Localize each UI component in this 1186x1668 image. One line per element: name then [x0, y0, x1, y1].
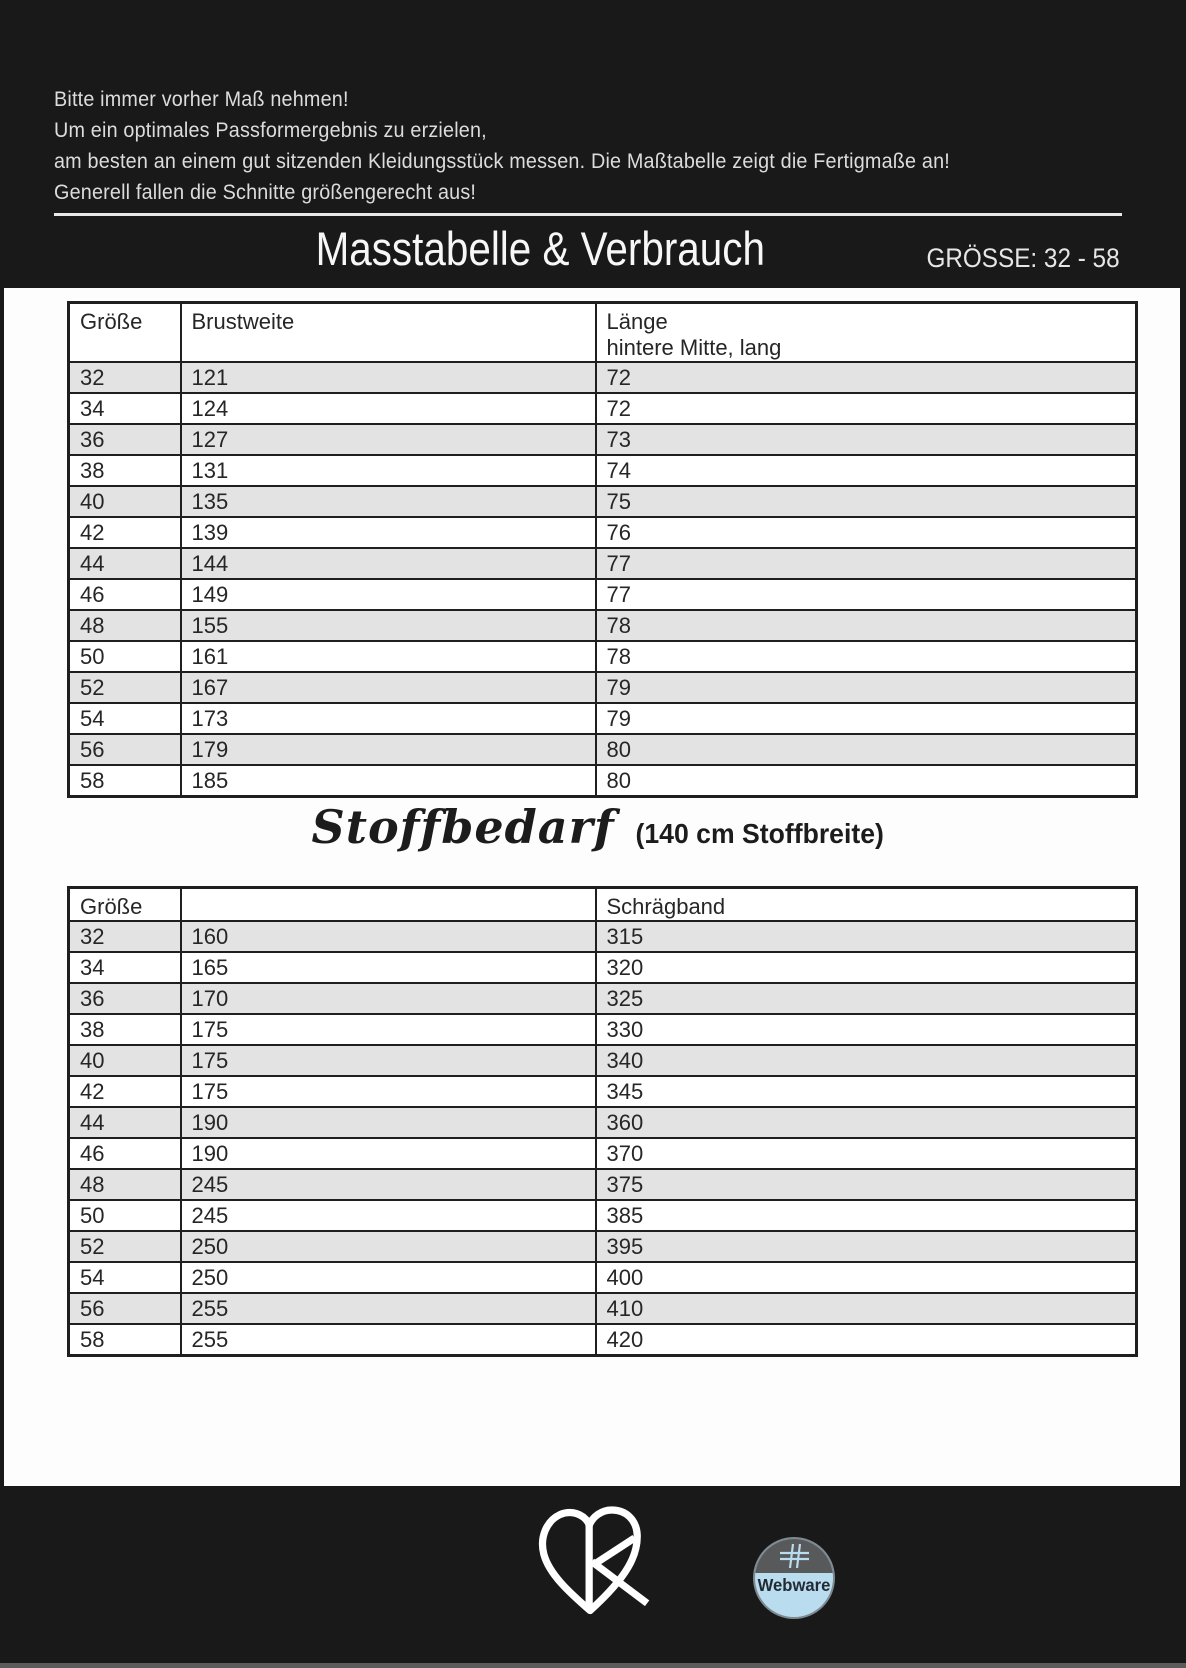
fabric-section-heading — [67, 800, 1135, 854]
table-cell: 46 — [69, 1138, 181, 1169]
table-cell: 121 — [181, 362, 596, 393]
table-row — [69, 1324, 1137, 1356]
table-cell: 345 — [596, 1076, 1137, 1107]
table-cell: 36 — [69, 424, 181, 455]
table-row — [69, 1169, 1137, 1200]
table-cell: 46 — [69, 579, 181, 610]
table-row — [69, 1200, 1137, 1231]
table-cell: 173 — [181, 703, 596, 734]
table-cell: 34 — [69, 393, 181, 424]
table-cell: 52 — [69, 1231, 181, 1262]
column-header: Größe — [69, 303, 181, 363]
intro-text — [54, 84, 1028, 208]
table-row — [69, 393, 1137, 424]
table-cell: 42 — [69, 517, 181, 548]
table-row — [69, 1231, 1137, 1262]
table-cell: 36 — [69, 983, 181, 1014]
column-header: Brustweite — [181, 303, 596, 363]
table-cell: 250 — [181, 1231, 596, 1262]
table-cell: 80 — [596, 734, 1137, 765]
table-header-row — [69, 888, 1137, 922]
table-cell: 330 — [596, 1014, 1137, 1045]
table-row — [69, 579, 1137, 610]
table-row — [69, 1262, 1137, 1293]
table-row — [69, 672, 1137, 703]
table-row — [69, 765, 1137, 797]
table-cell: 245 — [181, 1200, 596, 1231]
table-cell: 144 — [181, 548, 596, 579]
table-cell: 179 — [181, 734, 596, 765]
intro-line: Um ein optimales Passformergebnis zu erzielen, — [54, 118, 487, 142]
table-cell: 54 — [69, 1262, 181, 1293]
table-cell: 38 — [69, 1014, 181, 1045]
stoffbreite-note-text: (140 cm Stoffbreite) — [635, 818, 884, 849]
table-cell: 72 — [596, 362, 1137, 393]
table-cell: 34 — [69, 952, 181, 983]
table-cell: 250 — [181, 1262, 596, 1293]
table-cell: 131 — [181, 455, 596, 486]
webware-badge — [755, 1539, 833, 1617]
table-cell: 175 — [181, 1014, 596, 1045]
table-cell: 175 — [181, 1076, 596, 1107]
table-cell: 73 — [596, 424, 1137, 455]
table-row — [69, 486, 1137, 517]
table-cell: 75 — [596, 486, 1137, 517]
table-cell: 149 — [181, 579, 596, 610]
table-cell: 78 — [596, 641, 1137, 672]
table-cell: 375 — [596, 1169, 1137, 1200]
table-cell: 38 — [69, 455, 181, 486]
table-cell: 190 — [181, 1107, 596, 1138]
table-cell: 410 — [596, 1293, 1137, 1324]
table-row — [69, 1293, 1137, 1324]
hashtag-icon — [776, 1541, 812, 1571]
table-cell: 44 — [69, 548, 181, 579]
column-header-line: Länge — [606, 309, 668, 334]
badge-top-half — [755, 1539, 833, 1573]
column-header — [596, 303, 1137, 363]
table-cell: 155 — [181, 610, 596, 641]
table-cell: 52 — [69, 672, 181, 703]
table-cell: 165 — [181, 952, 596, 983]
size-range-text: GRÖSSE: 32 - 58 — [926, 243, 1120, 273]
intro-line: Bitte immer vorher Maß nehmen! — [54, 87, 349, 111]
column-header: Schrägband — [596, 888, 1137, 922]
table-cell: 124 — [181, 393, 596, 424]
table-row — [69, 610, 1137, 641]
table-cell: 175 — [181, 1045, 596, 1076]
table-cell: 44 — [69, 1107, 181, 1138]
table-cell: 77 — [596, 579, 1137, 610]
table-row — [69, 952, 1137, 983]
table-row — [69, 734, 1137, 765]
table-cell: 79 — [596, 672, 1137, 703]
webware-label: Webware — [757, 1575, 831, 1595]
table-cell: 320 — [596, 952, 1137, 983]
table-cell: 385 — [596, 1200, 1137, 1231]
table-row — [69, 1076, 1137, 1107]
table-cell: 340 — [596, 1045, 1137, 1076]
page-title-text: Masstabelle & Verbrauch — [315, 222, 765, 275]
table-cell: 76 — [596, 517, 1137, 548]
table-cell: 127 — [181, 424, 596, 455]
column-header: Größe — [69, 888, 181, 922]
table-cell: 77 — [596, 548, 1137, 579]
table-cell: 160 — [181, 921, 596, 952]
table-cell: 58 — [69, 765, 181, 797]
table-row — [69, 517, 1137, 548]
stoffbreite-note — [629, 818, 890, 849]
column-header-subline: hintere Mitte, lang — [606, 335, 782, 360]
table-cell: 50 — [69, 641, 181, 672]
table-row — [69, 548, 1137, 579]
content-panel — [4, 288, 1180, 1486]
table-cell: 395 — [596, 1231, 1137, 1262]
measurement-table — [67, 301, 1138, 798]
table-cell: 50 — [69, 1200, 181, 1231]
table-cell: 161 — [181, 641, 596, 672]
table-row — [69, 641, 1137, 672]
header-divider — [54, 213, 1122, 216]
table-cell: 32 — [69, 362, 181, 393]
table-cell: 80 — [596, 765, 1137, 797]
table-cell: 48 — [69, 1169, 181, 1200]
table-row — [69, 362, 1137, 393]
table-row — [69, 1045, 1137, 1076]
table-cell: 78 — [596, 610, 1137, 641]
table-cell: 170 — [181, 983, 596, 1014]
table-row — [69, 983, 1137, 1014]
table-row — [69, 424, 1137, 455]
table-cell: 32 — [69, 921, 181, 952]
fabric-consumption-table — [67, 886, 1138, 1357]
table-cell: 58 — [69, 1324, 181, 1356]
table-row — [69, 921, 1137, 952]
table-cell: 167 — [181, 672, 596, 703]
intro-line: am besten an einem gut sitzenden Kleidungsstück messen. Die Maßtabelle zeigt die Fertigmaße an! — [54, 149, 950, 173]
table-row — [69, 703, 1137, 734]
table-cell: 255 — [181, 1293, 596, 1324]
table-cell: 40 — [69, 486, 181, 517]
table-cell: 245 — [181, 1169, 596, 1200]
table-cell: 325 — [596, 983, 1137, 1014]
table-cell: 190 — [181, 1138, 596, 1169]
intro-line: Generell fallen die Schnitte größengerecht aus! — [54, 180, 477, 204]
table-cell: 79 — [596, 703, 1137, 734]
table-cell: 54 — [69, 703, 181, 734]
table-row — [69, 1014, 1137, 1045]
table-cell: 400 — [596, 1262, 1137, 1293]
table-cell: 255 — [181, 1324, 596, 1356]
stoffbedarf-script-text: Stoffbedarf — [311, 800, 615, 854]
table-row — [69, 1107, 1137, 1138]
table-cell: 185 — [181, 765, 596, 797]
table-cell: 420 — [596, 1324, 1137, 1356]
table-cell: 139 — [181, 517, 596, 548]
table-cell: 56 — [69, 734, 181, 765]
table-cell: 40 — [69, 1045, 181, 1076]
size-range-label — [905, 243, 1120, 274]
table-cell: 315 — [596, 921, 1137, 952]
heart-k-logo — [533, 1500, 658, 1616]
bottom-edge-strip — [0, 1663, 1186, 1668]
table-cell: 48 — [69, 610, 181, 641]
table-row — [69, 1138, 1137, 1169]
table-cell: 135 — [181, 486, 596, 517]
table-header-row — [69, 303, 1137, 363]
table-cell: 360 — [596, 1107, 1137, 1138]
table-row — [69, 455, 1137, 486]
table-cell: 56 — [69, 1293, 181, 1324]
table-cell: 74 — [596, 455, 1137, 486]
table-cell: 370 — [596, 1138, 1137, 1169]
column-header — [181, 888, 596, 922]
table-cell: 42 — [69, 1076, 181, 1107]
table-cell: 72 — [596, 393, 1137, 424]
